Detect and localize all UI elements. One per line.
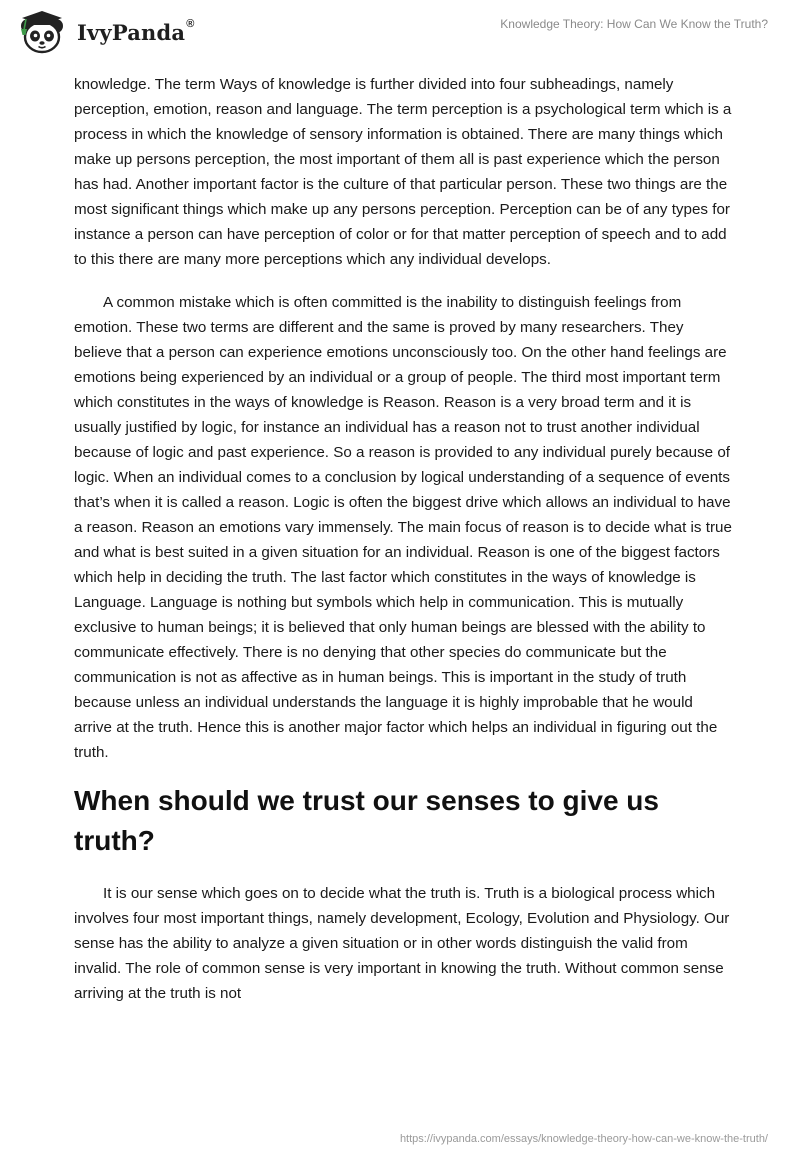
essay-body xyxy=(74,72,734,1006)
section-heading: When should we trust our senses to give us truth? xyxy=(74,785,659,856)
logo-wordmark: IvyPanda® xyxy=(77,17,195,45)
paragraph: It is our sense which goes on to decide what the truth is. Truth is a biological process which involves four most important things, namely development, Ecology, Evolution and Physiology. Our sense has the ability to analyze a given situation or in other words distinguish the valid from invalid. The role of common sense is very important in knowing the truth. Without common sense arriving at the truth is not xyxy=(74,885,730,1002)
document-title: Knowledge Theory: How Can We Know the Truth? xyxy=(500,17,768,31)
page-url[interactable]: https://ivypanda.com/essays/knowledge-theory-how-can-we-know-the-truth/ xyxy=(399,1133,768,1145)
panda-graduate-icon xyxy=(14,8,70,56)
registered-mark: ® xyxy=(186,17,195,30)
paragraph-continued: knowledge. The term Ways of knowledge is further divided into four subheadings, namely perception, emotion, reason and language. The term perception is a psychological term which is a process in which the knowledge of sensory information is obtained. There are many things which make up persons perception, the most important of them all is past experience which the person has had. Another important factor is the culture of that particular person. These two things are the most significant things which make up any persons perception. Perception can be of any types for instance a person can have perception of color or for that matter perception of speech and to add to this there are many more perceptions which any individual develops. xyxy=(74,76,732,268)
paragraph: A common mistake which is often committed is the inability to distinguish feelings from emotion. These two terms are different and the same is proved by many researchers. They believe that a person can experience emotions unconsciously too. On the other hand feelings are emotions being experienced by an individual or a group of people. The third most important term which constitutes in the ways of knowledge is Reason. Reason is a very broad term and it is usually justified by logic, for instance an individual has a reason not to trust another individual because of logic and past experience. So a reason is provided to any individual purely because of logic. When an individual comes to a conclusion by logical understanding of a sequence of events that’s when it is called a reason. Logic is often the biggest drive which allows an individual to have a reason. Reason an emotions vary immensely. The main focus of reason is to decide what is true and what is best suited in a given situation for an individual. Reason is one of the biggest factors which help in deciding the truth. The last factor which constitutes in the ways of knowledge is Language. Language is nothing but symbols which help in communication. This is mutually exclusive to human beings; it is believed that only human beings are blessed with the ability to communicate effectively. There is no denying that other species do communicate but the communication is not as affective as in human beings. This is important in the study of truth because unless an individual understands the language it is highly improbable that he would arrive at the truth. Hence this is another major factor which helps an individual in figuring out the truth. xyxy=(74,294,732,761)
ivypanda-logo[interactable] xyxy=(14,8,195,56)
page-header xyxy=(0,0,800,70)
